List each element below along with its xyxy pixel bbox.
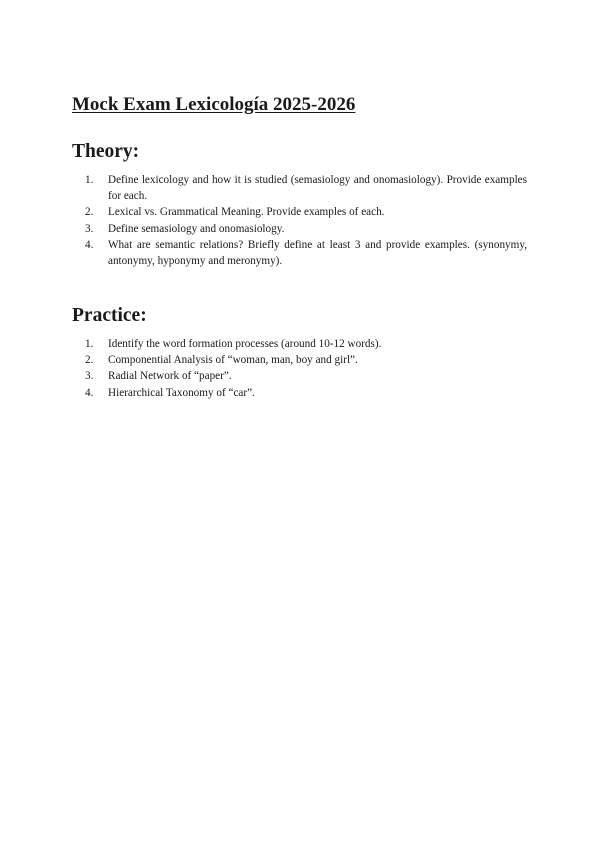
- item-number: 1.: [85, 338, 94, 350]
- item-text: Lexical vs. Grammatical Meaning. Provide examples of each.: [108, 206, 385, 219]
- item-number: 3.: [85, 370, 94, 383]
- document-title: Mock Exam Lexicología 2025-2026: [72, 94, 356, 115]
- list-item: [85, 237, 527, 269]
- item-number: 2.: [85, 354, 94, 367]
- item-number: 4.: [85, 386, 94, 399]
- list-item: [85, 336, 527, 352]
- theory-heading: Theory:: [72, 141, 140, 162]
- theory-list: [85, 172, 527, 269]
- item-text: Define lexicology and how it is studied (semasiology and onomasiology). Provide examples for each.: [108, 174, 527, 203]
- list-item: [85, 352, 527, 368]
- list-item: [85, 385, 527, 401]
- practice-list: [85, 336, 527, 401]
- item-number: 4.: [85, 238, 94, 251]
- item-text: What are semantic relations? Briefly define at least 3 and provide examples. (synonymy, antonymy, hyponymy and meronymy).: [108, 238, 527, 268]
- item-number: 1.: [85, 174, 94, 186]
- item-text: Identify the word formation processes (around 10-12 words).: [108, 338, 382, 350]
- item-text: Define semasiology and onomasiology.: [108, 222, 285, 235]
- item-text: Hierarchical Taxonomy of “car”.: [108, 386, 255, 399]
- list-item: [85, 204, 527, 220]
- practice-heading: Practice:: [72, 305, 147, 326]
- item-text: Componential Analysis of “woman, man, boy and girl”.: [108, 354, 358, 367]
- item-number: 3.: [85, 222, 94, 235]
- list-item: [85, 221, 527, 237]
- item-text: Radial Network of “paper”.: [108, 370, 232, 383]
- list-item: [85, 368, 527, 384]
- item-number: 2.: [85, 206, 94, 219]
- list-item: [85, 172, 527, 204]
